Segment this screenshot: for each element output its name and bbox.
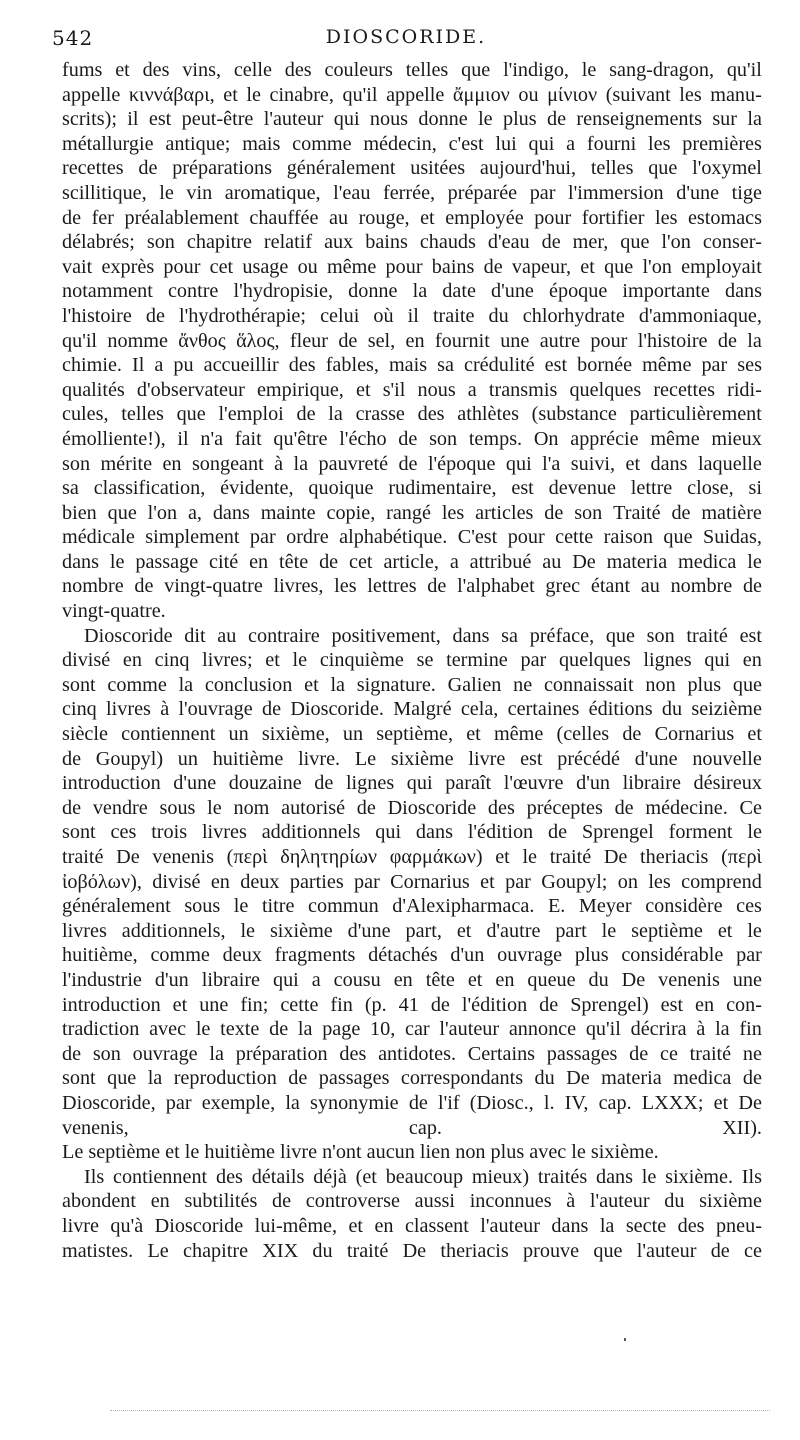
text-line: venenis, cap. XII). — [62, 1116, 762, 1139]
text-line: nombre de vingt-quatre livres, les lettres de l'alphabet grec étant au nombre de — [62, 575, 762, 598]
text-line: Ils contiennent des détails déjà (et beaucoup mieux) traités dans le sixième. Ils — [84, 1165, 762, 1188]
text-line: de Goupyl) un huitième livre. Le sixième livre est précédé d'une nouvelle — [62, 747, 762, 770]
text-line: cules, telles que l'emploi de la crasse des athlètes (substance particulièrement — [62, 403, 762, 426]
text-line: introduction d'une douzaine de lignes qui paraît l'œuvre d'un libraire désireux — [62, 772, 762, 795]
text-line: vait exprès pour cet usage ou même pour bains de vapeur, et que l'on employait — [62, 255, 762, 278]
text-line: sa classification, évidente, quoique rudimentaire, est devenue lettre close, si — [62, 477, 762, 500]
text-line: huitième, comme deux fragments détachés d'un ouvrage plus considérable par — [62, 944, 762, 967]
text-line: l'histoire de l'hydrothérapie; celui où il traite du chlorhydrate d'ammoniaque, — [62, 304, 762, 327]
text-line: généralement sous le titre commun d'Alexipharmaca. E. Meyer considère ces — [62, 895, 762, 918]
text-line: vingt-quatre. — [62, 600, 166, 623]
text-line: Dioscoride, par exemple, la synonymie de l'if (Diosc., l. IV, cap. LXXX; et De — [62, 1091, 762, 1114]
text-line: qu'il nomme ἄνθος ἅλος, fleur de sel, en fournit une autre pour l'histoire de la — [62, 329, 762, 352]
text-line: l'industrie d'un libraire qui a cousu en tête et en queue du De venenis une — [62, 968, 762, 991]
text-line: livres additionnels, le sixième d'une part, et d'autre part le septième et le — [62, 919, 762, 942]
text-line: qualités d'observateur empirique, et s'il nous a transmis quelques recettes ridi- — [62, 378, 762, 401]
text-line: Dioscoride dit au contraire positivement, dans sa préface, que son traité est — [84, 624, 762, 647]
text-line: de vendre sous le nom autorisé de Dioscoride des préceptes de médecine. Ce — [62, 796, 762, 819]
text-line: abondent en subtilités de controverse aussi inconnues à l'auteur du sixième — [62, 1190, 762, 1213]
text-line: tradiction avec le texte de la page 10, car l'auteur annonce qu'il décrira à la fin — [62, 1018, 762, 1041]
text-line: siècle contiennent un sixième, un septième, et même (celles de Cornarius et — [62, 723, 762, 746]
text-line: de son ouvrage la préparation des antidotes. Certains passages de ce traité ne — [62, 1042, 762, 1065]
text-line: de fer préalablement chauffée au rouge, et employée pour fortifier les estomacs — [62, 206, 762, 229]
text-line: recettes de préparations généralement usitées aujourd'hui, telles que l'oxymel — [62, 157, 762, 180]
text-line: introduction et une fin; cette fin (p. 41 de l'édition de Sprengel) est en con- — [62, 993, 762, 1016]
text-line: ἰοβόλων), divisé en deux parties par Cornarius et par Goupyl; on les comprend — [62, 870, 762, 893]
text-line: médicale simplement par ordre alphabétique. C'est pour cette raison que Suidas, — [62, 526, 762, 549]
page-number: 542 — [52, 26, 94, 50]
page-header — [52, 26, 760, 50]
text-line: fums et des vins, celle des couleurs telles que l'indigo, le sang-dragon, qu'il — [62, 59, 762, 81]
text-line: chimie. Il a pu accueillir des fables, mais sa crédulité est bornée même par ses — [62, 354, 762, 377]
text-line: scrits); il est peut-être l'auteur qui nous donne le plus de renseignements sur la — [62, 108, 762, 131]
running-title: DIOSCORIDE. — [325, 26, 487, 48]
text-line: dans le passage cité en tête de cet article, a attribué au De materia medica le — [62, 550, 762, 573]
text-line: divisé en cinq livres; et le cinquième se termine par quelques lignes qui en — [62, 649, 762, 672]
text-line: délabrés; son chapitre relatif aux bains chauds d'eau de mer, que l'on conser- — [62, 231, 762, 254]
text-line: cinq livres à l'ouvrage de Dioscoride. Malgré cela, certaines éditions du seizième — [62, 698, 762, 721]
text-line: sont ces trois livres additionnels qui dans l'édition de Sprengel forment le — [62, 821, 762, 844]
print-speck — [624, 1338, 626, 1341]
text-line: appelle κιννάβαρι, et le cinabre, qu'il appelle ἄμμιον ou μίνιον (suivant les manu- — [62, 83, 762, 106]
text-line: bien que l'on a, dans mainte copie, rangé les articles de son Traité de matière — [62, 501, 762, 524]
body-text — [62, 58, 762, 1263]
text-line: métallurgie antique; mais comme médecin, c'est lui qui a fourni les premières — [62, 132, 762, 155]
text-line: émolliente!), il n'a fait qu'être l'écho de son temps. On apprécie même mieux — [62, 427, 762, 450]
text-line: sont comme la conclusion et la signature. Galien ne connaissait non plus que — [62, 673, 762, 696]
bleed-through-line — [110, 1410, 770, 1412]
text-line: notamment contre l'hydropisie, donne la date d'une époque importante dans — [62, 280, 762, 303]
text-line: traité De venenis (περὶ δηλητηρίων φαρμάκων) et le traité De theriacis (περὶ — [62, 846, 762, 868]
text-line: Le septième et le huitième livre n'ont aucun lien non plus avec le sixième. — [62, 1141, 659, 1164]
text-line: scillitique, le vin aromatique, l'eau ferrée, préparée par l'immersion d'une tige — [62, 181, 762, 204]
text-line: sont que la reproduction de passages correspondants du De materia medica de — [62, 1067, 762, 1090]
text-line: matistes. Le chapitre XIX du traité De theriacis prouve que l'auteur de ce — [62, 1239, 762, 1262]
text-line: son mérite en songeant à la pauvreté de l'époque qui l'a suivi, et dans laquelle — [62, 452, 762, 475]
text-line: livre qu'à Dioscoride lui-même, et en classent l'auteur dans la secte des pneu- — [62, 1214, 762, 1237]
